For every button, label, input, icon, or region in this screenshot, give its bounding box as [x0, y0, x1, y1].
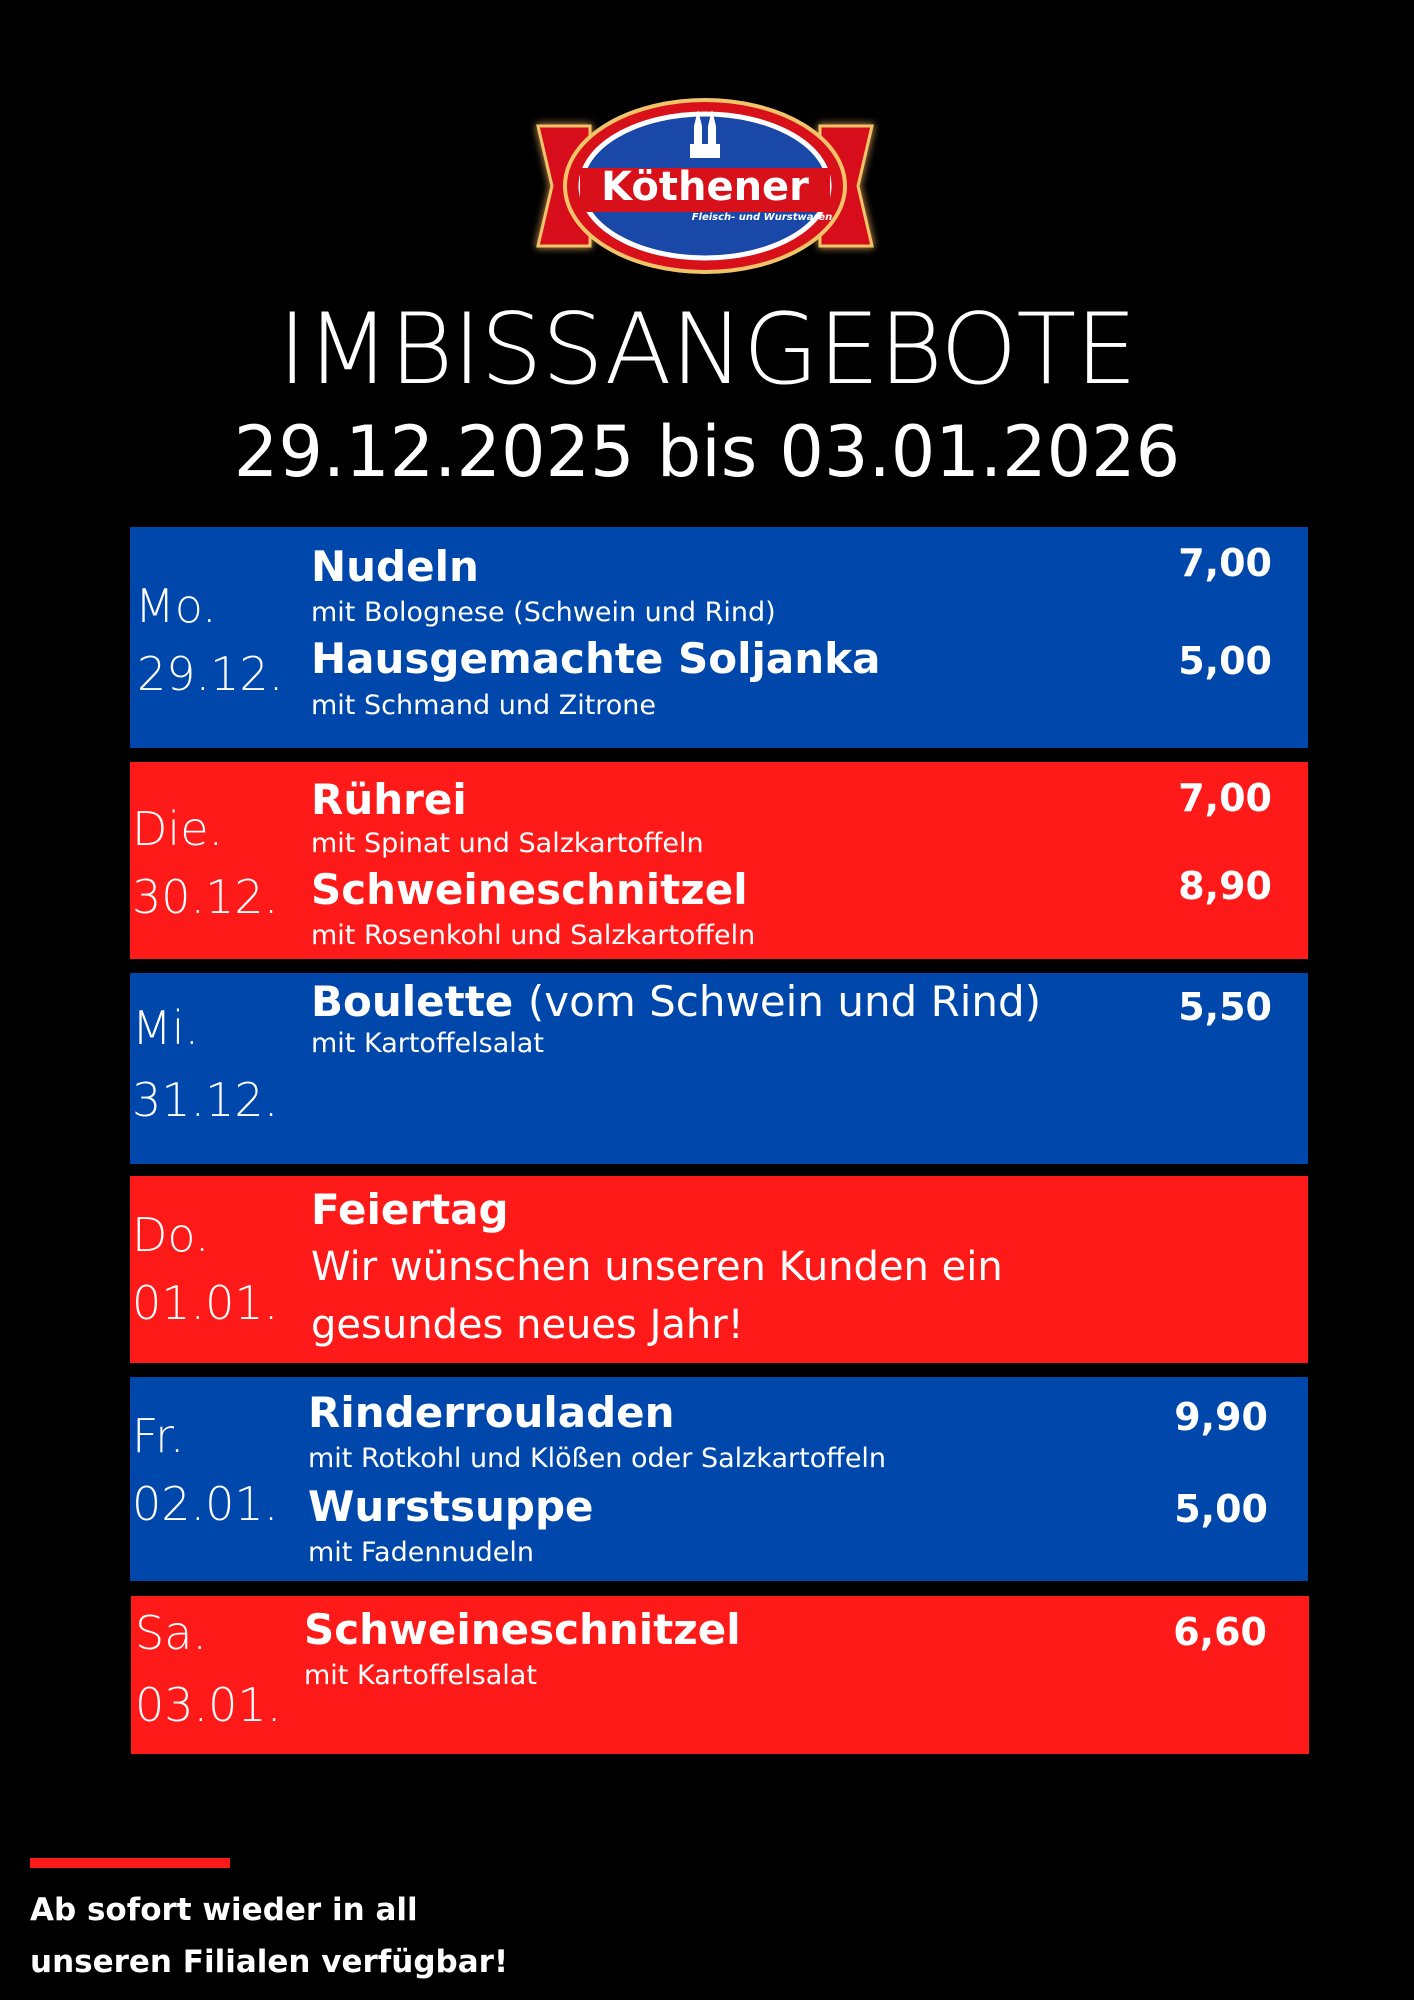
day-row-monday — [130, 527, 1308, 748]
dish-name: Schweineschnitzel — [304, 1605, 741, 1654]
dish-description: mit Spinat und Salzkartoffeln — [311, 828, 704, 859]
day-date: 01.01. — [132, 1276, 279, 1330]
dish-name — [311, 978, 1041, 1026]
dish-name: Rinderrouladen — [308, 1388, 675, 1437]
page-title: IMBISSANGEBOTE — [277, 293, 1137, 407]
dish-price: 5,00 — [1178, 639, 1272, 683]
footer-note — [30, 1884, 530, 1988]
dish-name: Rührei — [311, 775, 467, 824]
dish-price: 8,90 — [1178, 864, 1272, 908]
day-label: Die. — [132, 802, 224, 856]
holiday-title: Feiertag — [311, 1185, 509, 1234]
koethener-logo — [530, 96, 880, 276]
day-label: Do. — [132, 1208, 210, 1262]
day-row-friday — [130, 1377, 1308, 1581]
footer-accent-bar — [30, 1858, 230, 1868]
dish-name: Wurstsuppe — [308, 1482, 594, 1531]
dish-description: mit Rosenkohl und Salzkartoffeln — [311, 920, 756, 951]
dish-name-text: Boulette — [311, 977, 514, 1026]
logo-tagline: Fleisch- und Wurstwaren — [691, 212, 833, 223]
day-row-saturday — [131, 1596, 1309, 1754]
logo-brand: Köthener — [601, 164, 809, 210]
dish-description: mit Fadennudeln — [308, 1537, 535, 1568]
dish-name: Schweineschnitzel — [311, 865, 748, 914]
dish-description: mit Kartoffelsalat — [311, 1028, 544, 1059]
dish-price: 7,00 — [1178, 541, 1272, 585]
dish-price: 9,90 — [1174, 1395, 1268, 1439]
day-label: Sa. — [135, 1606, 208, 1660]
dish-price: 5,50 — [1178, 985, 1272, 1029]
date-range: 29.12.2025 bis 03.01.2026 — [233, 411, 1181, 493]
dish-price: 7,00 — [1178, 776, 1272, 820]
day-date: 30.12. — [132, 870, 279, 924]
day-row-tuesday — [130, 762, 1308, 959]
dish-name: Nudeln — [311, 542, 479, 591]
day-date: 03.01. — [135, 1678, 282, 1732]
day-row-thursday — [130, 1176, 1308, 1363]
day-label: Mi. — [132, 1001, 200, 1055]
day-date: 02.01. — [132, 1477, 279, 1531]
footer-line-2: unseren Filialen verfügbar! — [30, 1944, 509, 1980]
day-label: Fr. — [132, 1409, 185, 1463]
day-date: 31.12. — [132, 1073, 279, 1127]
day-date: 29.12. — [137, 647, 284, 701]
dish-description: mit Rotkohl und Klößen oder Salzkartoffeln — [308, 1443, 887, 1474]
day-row-wednesday — [130, 973, 1308, 1164]
footer-line-1: Ab sofort wieder in all — [30, 1892, 418, 1928]
holiday-message: Wir wünschen unseren Kunden ein gesundes neues Jahr! — [311, 1244, 1003, 1348]
dish-name: Hausgemachte Soljanka — [311, 634, 881, 683]
dish-description: mit Schmand und Zitrone — [311, 690, 657, 721]
dish-description: mit Kartoffelsalat — [304, 1660, 537, 1691]
dish-description: mit Bolognese (Schwein und Rind) — [311, 597, 776, 628]
dish-price: 5,00 — [1174, 1487, 1268, 1531]
dish-name-extra: (vom Schwein und Rind) — [527, 977, 1042, 1026]
dish-price: 6,60 — [1173, 1610, 1267, 1654]
day-label: Mo. — [135, 579, 217, 633]
